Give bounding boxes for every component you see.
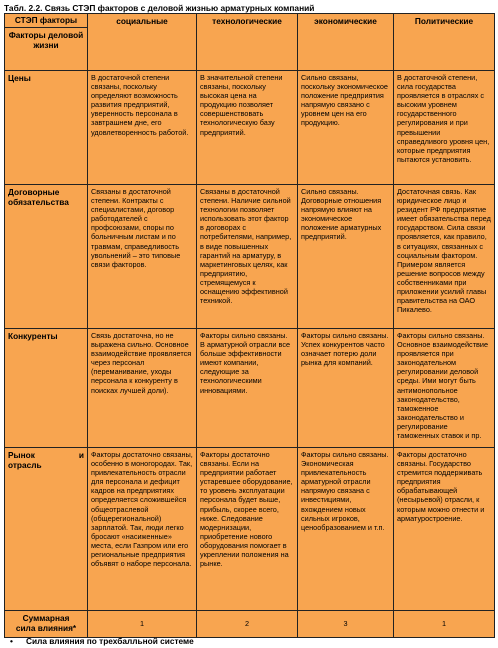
row-header-market-industry	[5, 448, 88, 611]
bullet-icon: •	[10, 636, 13, 646]
summary-row	[5, 611, 495, 638]
table-cell: Факторы достаточно связаны, особенно в моногородах. Так, привлекательность отрасли для персонала и дефицит кадров на предприятиях определяется сложившейся общеотраслевой (общерегиональной) зарплатой. Так, люди легко бросают «насиженные» места, если Газпром или его региональные предприятия объявят о наборе персонала.	[88, 448, 197, 611]
table-cell: Факторы достаточно связаны. Если на предприятии работает устаревшее оборудование, то уровень эксплуатации персонала будет выше, прибыль, скорее всего, ниже. Следование модернизации, приобретение нового оборудования помогает в укреплении положения на рынке.	[197, 448, 298, 611]
corner-business-factors: Факторы деловой жизни	[8, 30, 84, 50]
table-cell: Связаны в достаточной степени. Наличие сильной технологии позволяет использовать этот фактор в договорах с потребителями, например, в виде повышенных гарантий на арматуру, в маркетинговых целях, как предприятию, стремящемуся к оснащению эффективной техникой.	[197, 185, 298, 329]
column-header-technological: технологические	[197, 14, 298, 71]
corner-divider	[5, 27, 87, 28]
summary-value: 1	[394, 611, 495, 638]
table-row	[5, 448, 495, 611]
summary-value: 3	[298, 611, 394, 638]
row-header-competitors: Конкуренты	[5, 329, 88, 448]
table-row	[5, 71, 495, 185]
summary-label-line: Суммарная	[22, 613, 70, 623]
column-header-social: социальные	[88, 14, 197, 71]
table-cell: В достаточной степени, сила государства проявляется в отраслях с высоким уровнем государственного регулирования и при превышении справедливого уровня цен, которые предприятия пытаются установить.	[394, 71, 495, 185]
table-row	[5, 185, 495, 329]
table-cell: Сильно связаны, поскольку экономическое положение предприятия напрямую связано с уровнем цен на его продукцию.	[298, 71, 394, 185]
row-header-word: отрасль	[8, 460, 42, 470]
row-header-prices: Цены	[5, 71, 88, 185]
summary-value: 1	[88, 611, 197, 638]
table-cell: Факторы сильно связаны. Основное взаимодействие проявляется при законодательном регулировании деловой среды. Ими могут быть антимонопольное законодательство, таможенное законодательство и регулирование таможенных ставок и пр.	[394, 329, 495, 448]
table-cell: В значительной степени связаны, поскольку высокая цена на продукцию позволяет совершенствовать технологическую базу предприятий.	[197, 71, 298, 185]
column-header-economic: экономические	[298, 14, 394, 71]
column-header-political: Политические	[394, 14, 495, 71]
table-cell: Факторы сильно связаны. В арматурной отрасли все больше эффективности имеют компании, следующие за технологическими инновациями.	[197, 329, 298, 448]
row-header-line	[8, 450, 84, 460]
step-factors-table	[4, 13, 495, 638]
table-caption: Табл. 2.2. Связь СТЭП факторов с деловой жизнью арматурных компаний	[4, 3, 315, 13]
summary-value: 2	[197, 611, 298, 638]
table-row	[5, 329, 495, 448]
table-cell: Факторы достаточно связаны. Государство стремится поддерживать предприятия обрабатывающей (несырьевой) отрасли, к которым можно отнести и арматуростроение.	[394, 448, 495, 611]
table-cell: В достаточной степени связаны, поскольку определяют возможность развития предприятий, уверенность персонала в завтрашнем дне, его удовлетворенность работой.	[88, 71, 197, 185]
row-header-word: Рынок	[8, 450, 35, 460]
footnote	[10, 636, 194, 646]
table-cell: Связь достаточна, но не выражена сильно. Основное взаимодействие проявляется через персонал (переманивание, уходы персонала к конкуренту в поисках лучшей доли).	[88, 329, 197, 448]
table-cell: Факторы сильно связаны. Успех конкурентов часто означает потерю доли рынка для компаний.	[298, 329, 394, 448]
table-cell: Достаточная связь. Как юридическое лицо и резидент РФ предприятие имеет обязательства перед государством. Сила связи проявляется, как правило, в ситуациях, связанных с социальным фактором. Примером является решение вопросов между собственниками при приложении усилий главы правительства на ОАО Пикалево.	[394, 185, 495, 329]
table-cell: Связаны в достаточной степени. Контракты с специалистами, договор работодателей с профсоюзами, споры по больничным листам и по травмам, справедливость увольнений – это типовые связи факторов.	[88, 185, 197, 329]
footnote-text: Сила влияния по трехбалльной системе	[26, 636, 194, 646]
row-header-summary	[5, 611, 88, 638]
corner-step-factors: СТЭП факторы	[14, 15, 78, 25]
row-header-word: и	[78, 450, 84, 460]
corner-header-cell	[5, 14, 88, 71]
row-header-contracts: Договорные обязательства	[5, 185, 88, 329]
summary-label-line: сила влияния*	[15, 623, 77, 633]
table-cell: Факторы сильно связаны. Экономическая привлекательность арматурной отрасли напрямую связана с инвестициями, вхождением новых сильных игроков, ценообразованием и т.п.	[298, 448, 394, 611]
table-cell: Сильно связаны. Договорные отношения напрямую влияют на экономическое положение арматурных предприятий.	[298, 185, 394, 329]
